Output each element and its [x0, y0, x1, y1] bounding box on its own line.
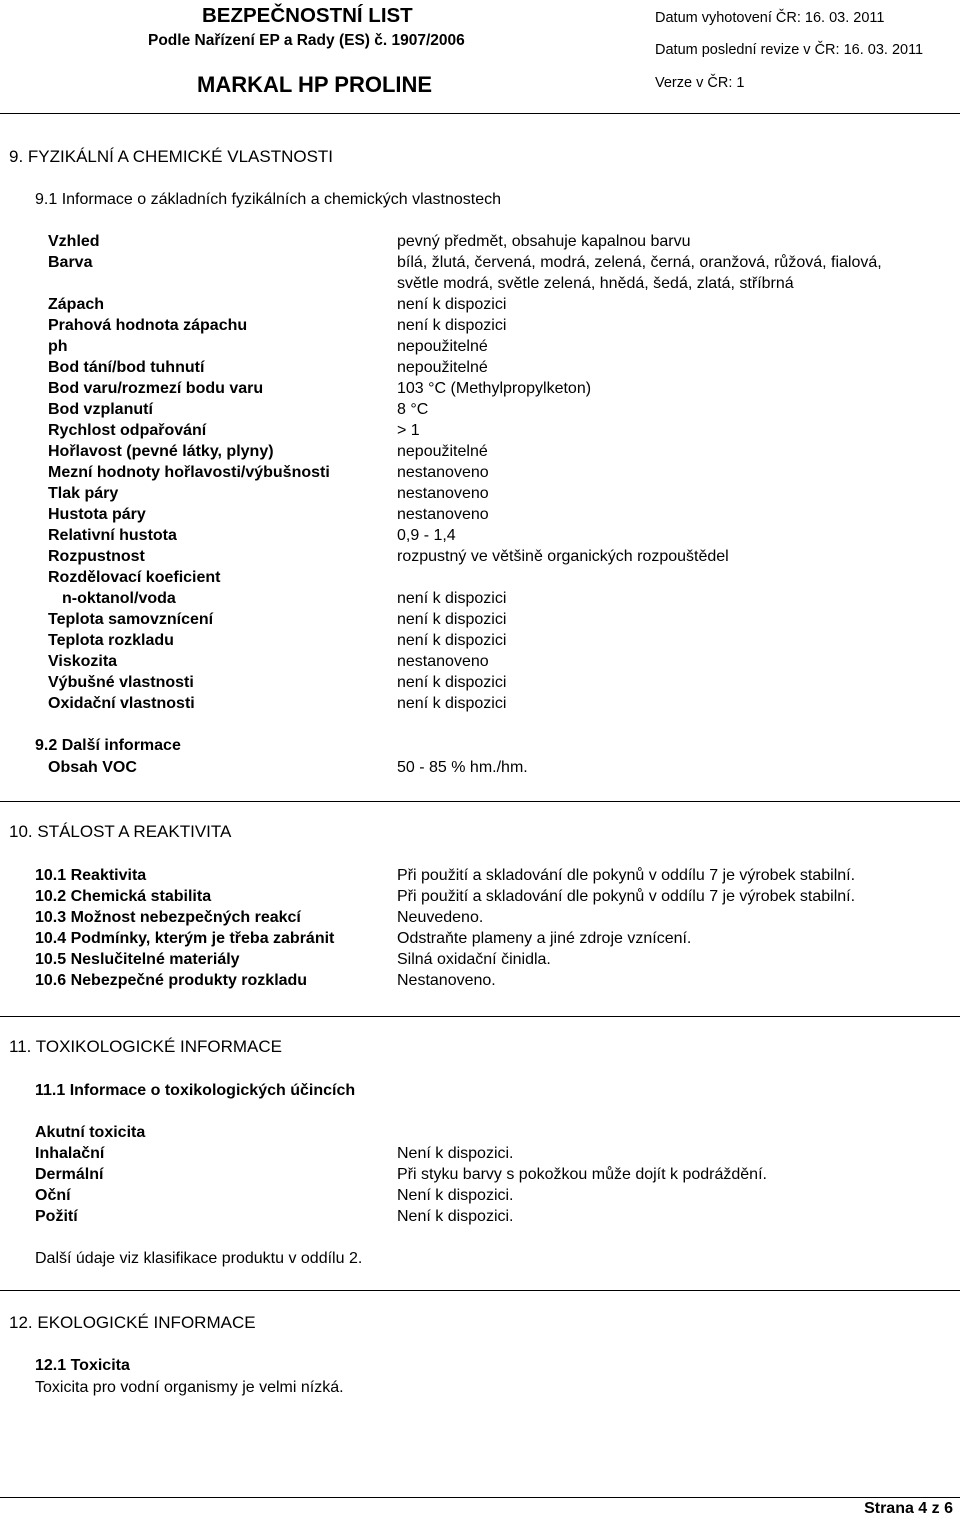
property-row [48, 420, 882, 441]
property-label: Tlak páry [48, 485, 119, 502]
date-revised: Datum poslední revize v ČR: 16. 03. 2011 [655, 42, 924, 58]
toxicology-note: Další údaje viz klasifikace produktu v oddílu 2. [35, 1250, 363, 1267]
date-created: Datum vyhotovení ČR: 16. 03. 2011 [655, 10, 885, 26]
stability-value: Odstraňte plameny a jiné zdroje vznícení. [397, 930, 692, 947]
property-label: Teplota rozkladu [48, 632, 174, 649]
property-value-line: světle modrá, světle zelená, hnědá, šedá, zlatá, stříbrná [397, 275, 794, 292]
physical-properties-table [48, 231, 882, 714]
toxicity-row [35, 1185, 767, 1206]
stability-row [35, 886, 855, 907]
property-value: nestanoveno [397, 506, 489, 523]
toxicity-table [35, 1122, 767, 1227]
section-11-heading: 11. TOXIKOLOGICKÉ INFORMACE [9, 1037, 283, 1056]
property-row [48, 630, 882, 651]
property-label: Hustota páry [48, 506, 146, 523]
page-number: Strana 4 z 6 [864, 1500, 953, 1517]
divider [0, 1016, 960, 1017]
stability-row [35, 970, 855, 991]
stability-label: 10.4 Podmínky, kterým je třeba zabránit [35, 930, 335, 947]
property-value: není k dispozici [397, 632, 507, 649]
property-label: ph [48, 338, 68, 355]
property-row [48, 399, 882, 420]
property-value: nepoužitelné [397, 443, 488, 460]
divider [0, 1290, 960, 1291]
stability-row [35, 907, 855, 928]
property-label: Hořlavost (pevné látky, plyny) [48, 443, 274, 460]
property-row [48, 757, 528, 778]
toxicity-value: Není k dispozici. [397, 1208, 514, 1225]
property-row [48, 525, 882, 546]
property-label: Výbušné vlastnosti [48, 674, 194, 691]
property-value: 103 °C (Methylpropylketon) [397, 380, 592, 397]
property-value: 8 °C [397, 401, 429, 418]
property-value: 50 - 85 % hm./hm. [397, 759, 528, 776]
property-label-line: Rozdělovací koeficient [48, 569, 221, 586]
property-value [397, 252, 882, 294]
property-label: Vzhled [48, 233, 100, 250]
property-value: není k dispozici [397, 695, 507, 712]
property-value: není k dispozici [397, 590, 507, 607]
stability-value: Při použití a skladování dle pokynů v oddílu 7 je výrobek stabilní. [397, 867, 856, 884]
toxicity-label: Dermální [35, 1166, 104, 1183]
property-value: není k dispozici [397, 296, 507, 313]
divider [0, 801, 960, 802]
stability-label: 10.6 Nebezpečné produkty rozkladu [35, 972, 308, 989]
property-row [48, 693, 882, 714]
product-name: MARKAL HP PROLINE [197, 72, 433, 97]
property-label [48, 567, 397, 609]
toxicity-row [35, 1206, 767, 1227]
property-label: Obsah VOC [48, 759, 137, 776]
property-row [48, 546, 882, 567]
toxicity-label: Oční [35, 1187, 71, 1204]
property-label: Bod tání/bod tuhnutí [48, 359, 205, 376]
property-label: Relativní hustota [48, 527, 177, 544]
toxicity-row [35, 1122, 767, 1143]
divider [0, 113, 960, 114]
stability-label: 10.2 Chemická stabilita [35, 888, 212, 905]
stability-table [35, 865, 855, 991]
property-label: Mezní hodnoty hořlavosti/výbušnosti [48, 464, 330, 481]
property-value: nestanoveno [397, 485, 489, 502]
property-value: > 1 [397, 422, 420, 439]
acute-toxicity-label: Akutní toxicita [35, 1124, 146, 1141]
toxicity-row [35, 1164, 767, 1185]
property-row [48, 609, 882, 630]
toxicity-value: Není k dispozici. [397, 1187, 514, 1204]
property-value: nepoužitelné [397, 359, 488, 376]
property-label: Viskozita [48, 653, 118, 670]
toxicity-label: Inhalační [35, 1145, 105, 1162]
toxicity-row [35, 1143, 767, 1164]
section-12-heading: 12. EKOLOGICKÉ INFORMACE [9, 1313, 256, 1332]
section-9-heading: 9. FYZIKÁLNÍ A CHEMICKÉ VLASTNOSTI [9, 147, 334, 166]
stability-row [35, 928, 855, 949]
property-value: 0,9 - 1,4 [397, 527, 456, 544]
version: Verze v ČR: 1 [655, 75, 745, 91]
stability-label: 10.3 Možnost nebezpečných reakcí [35, 909, 301, 926]
property-row [48, 231, 882, 252]
property-value: není k dispozici [397, 611, 507, 628]
property-row [48, 252, 882, 294]
property-label: Bod vzplanutí [48, 401, 153, 418]
property-label: Teplota samovznícení [48, 611, 214, 628]
section-12-1-heading: 12.1 Toxicita [35, 1357, 130, 1374]
property-value: není k dispozici [397, 674, 507, 691]
property-row [48, 504, 882, 525]
property-label: Bod varu/rozmezí bodu varu [48, 380, 264, 397]
property-value: pevný předmět, obsahuje kapalnou barvu [397, 233, 691, 250]
property-row [48, 483, 882, 504]
ecotoxicity-text: Toxicita pro vodní organismy je velmi nízká. [35, 1379, 344, 1396]
document-title: BEZPEČNOSTNÍ LIST [202, 4, 413, 27]
property-value: nestanoveno [397, 653, 489, 670]
stability-row [35, 865, 855, 886]
other-info-table [48, 757, 528, 778]
property-row [48, 651, 882, 672]
stability-label: 10.1 Reaktivita [35, 867, 147, 884]
section-9-2-heading: 9.2 Další informace [35, 737, 181, 754]
property-value: není k dispozici [397, 317, 507, 334]
property-label: Oxidační vlastnosti [48, 695, 195, 712]
property-sublabel: n-oktanol/voda [62, 590, 176, 607]
stability-value: Silná oxidační činidla. [397, 951, 551, 968]
property-row [48, 357, 882, 378]
regulation-reference: Podle Nařízení EP a Rady (ES) č. 1907/2006 [148, 32, 465, 49]
section-11-1-heading: 11.1 Informace o toxikologických účincích [35, 1082, 356, 1099]
stability-row [35, 949, 855, 970]
property-row [48, 441, 882, 462]
toxicity-value: Není k dispozici. [397, 1145, 514, 1162]
property-row [48, 378, 882, 399]
stability-value: Při použití a skladování dle pokynů v oddílu 7 je výrobek stabilní. [397, 888, 856, 905]
stability-value: Nestanoveno. [397, 972, 496, 989]
property-label: Rychlost odpařování [48, 422, 207, 439]
section-10-heading: 10. STÁLOST A REAKTIVITA [9, 822, 232, 841]
property-value: nepoužitelné [397, 338, 488, 355]
toxicity-value: Při styku barvy s pokožkou může dojít k podráždění. [397, 1166, 767, 1183]
property-value-line: bílá, žlutá, červená, modrá, zelená, černá, oranžová, růžová, fialová, [397, 254, 882, 271]
stability-value: Neuvedeno. [397, 909, 484, 926]
property-label: Rozpustnost [48, 548, 145, 565]
property-row [48, 462, 882, 483]
stability-label: 10.5 Neslučitelné materiály [35, 951, 240, 968]
section-9-1-heading: 9.1 Informace o základních fyzikálních a chemických vlastnostech [35, 191, 501, 208]
toxicity-label: Požití [35, 1208, 78, 1225]
property-row [48, 315, 882, 336]
property-row [48, 294, 882, 315]
property-value: rozpustný ve většině organických rozpouštědel [397, 548, 729, 565]
footer-divider [0, 1497, 960, 1498]
property-row [48, 336, 882, 357]
property-label: Prahová hodnota zápachu [48, 317, 248, 334]
property-label: Zápach [48, 296, 105, 313]
property-row [48, 672, 882, 693]
property-value: nestanoveno [397, 464, 489, 481]
property-label: Barva [48, 254, 93, 271]
property-row [48, 567, 882, 609]
